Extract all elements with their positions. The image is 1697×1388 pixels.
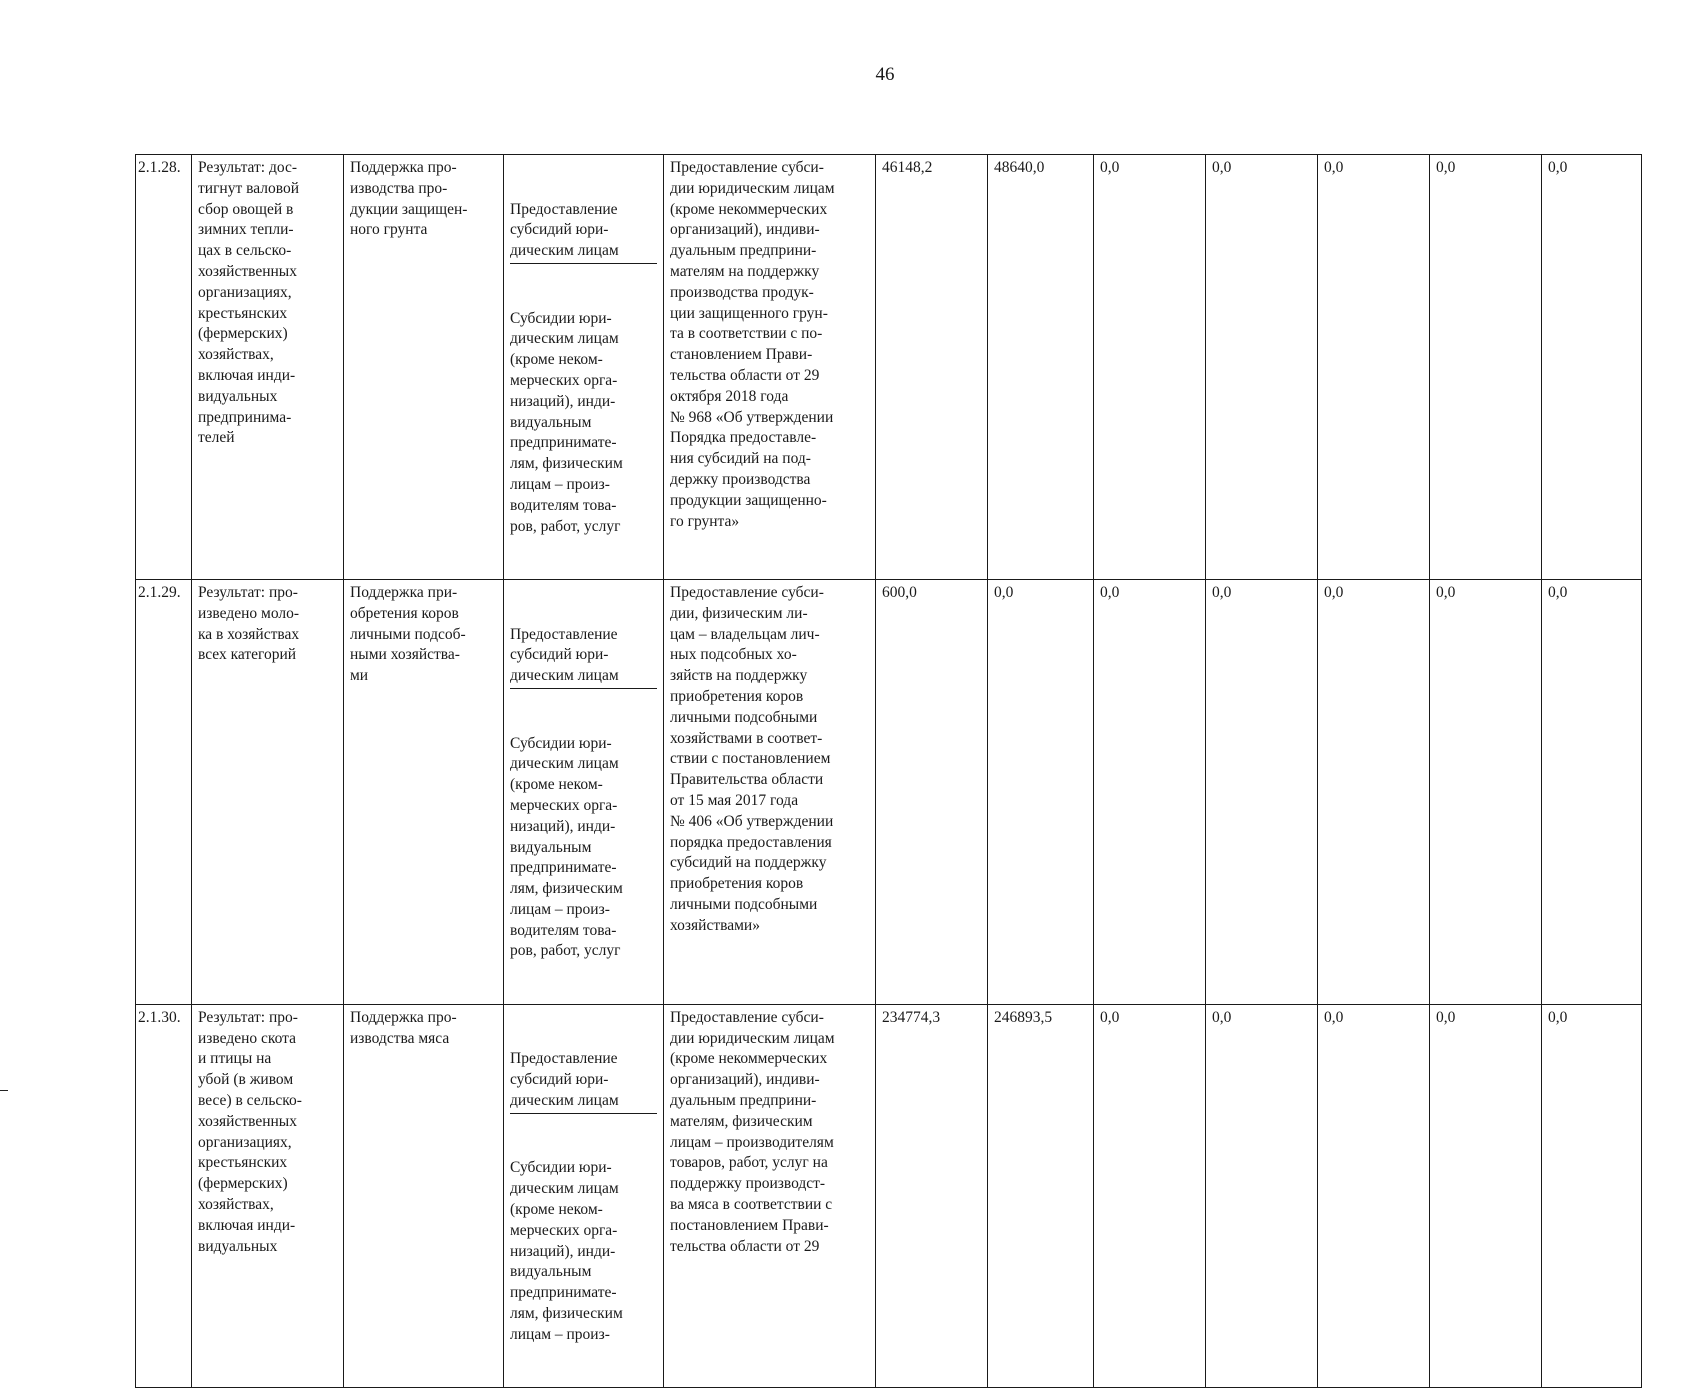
value-cell: 0,0 xyxy=(1094,579,1206,1004)
page-number: 46 xyxy=(875,64,895,85)
value-cell: 46148,2 xyxy=(876,155,988,580)
row-number: 2.1.29. xyxy=(136,579,192,1004)
description-cell: Предоставление субси- дии юридическим лицам (кроме некоммерческих организаций), индиви- дуальным предприни- мателям, физическим лицам – производителям товаров, работ, услуг на поддержку производст- ва мяса в соответствии с постановлением Прави- тельства области от 29 xyxy=(664,1004,876,1387)
subsidy-type-recipients: Субсидии юри- дическим лицам (кроме неком- мерческих орга- низаций), инди- видуальным предпринимате- лям, физическим лицам – произ- водителям това- ров, работ, услуг xyxy=(510,734,623,960)
subsidy-type-recipients: Субсидии юри- дическим лицам (кроме неком- мерческих орга- низаций), инди- видуальным предпринимате- лям, физическим лицам – произ- водителям това- ров, работ, услуг xyxy=(510,309,623,535)
subsidy-type-cell xyxy=(504,579,664,1004)
row-number: 2.1.30. xyxy=(136,1004,192,1387)
table-row xyxy=(136,579,1642,1004)
support-cell: Поддержка про- изводства мяса xyxy=(344,1004,504,1387)
subsidy-type-cell xyxy=(504,1004,664,1387)
subsidy-type-provision: Предоставление субсидий юри- дическим лицам xyxy=(510,200,657,264)
value-cell: 0,0 xyxy=(1430,155,1542,580)
value-cell: 0,0 xyxy=(1542,1004,1642,1387)
result-cell: Результат: про- изведено скота и птицы на убой (в живом весе) в сельско- хозяйственных организациях, крестьянских (фермерских) хозяйствах, включая инди- видуальных xyxy=(192,1004,344,1387)
value-cell: 246893,5 xyxy=(988,1004,1094,1387)
subsidy-type-provision: Предоставление субсидий юри- дическим лицам xyxy=(510,625,657,689)
value-cell: 0,0 xyxy=(1094,155,1206,580)
value-cell: 0,0 xyxy=(988,579,1094,1004)
result-cell: Результат: дос- тигнут валовой сбор овощей в зимних тепли- цах в сельско- хозяйственных организациях, крестьянских (фермерских) хозяйствах, включая инди- видуальных предпринима- телей xyxy=(192,155,344,580)
subsidy-type-recipients: Субсидии юри- дическим лицам (кроме неком- мерческих орга- низаций), инди- видуальным предпринимате- лям, физическим лицам – произ- xyxy=(510,1159,623,1343)
subsidy-table xyxy=(135,154,1642,1388)
row-number: 2.1.28. xyxy=(136,155,192,580)
value-cell: 0,0 xyxy=(1206,1004,1318,1387)
description-cell: Предоставление субси- дии юридическим лицам (кроме некоммерческих организаций), индиви- дуальным предприни- мателям на поддержку производства продук- ции защищенного грун- та в соответствии с по- становлением Прави- тельства области от 29 октября 2018 года № 968 «Об утверждении Порядка предоставле- ния субсидий на под- держку производства продукции защищенно- го грунта» xyxy=(664,155,876,580)
value-cell: 0,0 xyxy=(1318,1004,1430,1387)
value-cell: 0,0 xyxy=(1318,579,1430,1004)
margin-mark xyxy=(0,1090,8,1091)
support-cell: Поддержка при- обретения коров личными подсоб- ными хозяйства- ми xyxy=(344,579,504,1004)
table-row xyxy=(136,155,1642,580)
table-row xyxy=(136,1004,1642,1387)
value-cell: 0,0 xyxy=(1430,579,1542,1004)
value-cell: 0,0 xyxy=(1542,579,1642,1004)
value-cell: 0,0 xyxy=(1318,155,1430,580)
value-cell: 600,0 xyxy=(876,579,988,1004)
support-cell: Поддержка про- изводства про- дукции защищен- ного грунта xyxy=(344,155,504,580)
subsidy-type-provision: Предоставление субсидий юри- дическим лицам xyxy=(510,1049,657,1113)
description-cell: Предоставление субси- дии, физическим ли- цам – владельцам лич- ных подсобных хо- зяйств на поддержку приобретения коров личными подсобными хозяйствами в соответ- ствии с постановлением Правительства области от 15 мая 2017 года № 406 «Об утверждении порядка предоставления субсидий на поддержку приобретения коров личными подсобными хозяйствами» xyxy=(664,579,876,1004)
subsidy-type-cell xyxy=(504,155,664,580)
value-cell: 48640,0 xyxy=(988,155,1094,580)
value-cell: 0,0 xyxy=(1094,1004,1206,1387)
result-cell: Результат: про- изведено моло- ка в хозяйствах всех категорий xyxy=(192,579,344,1004)
value-cell: 0,0 xyxy=(1206,155,1318,580)
value-cell: 0,0 xyxy=(1430,1004,1542,1387)
value-cell: 0,0 xyxy=(1206,579,1318,1004)
value-cell: 234774,3 xyxy=(876,1004,988,1387)
value-cell: 0,0 xyxy=(1542,155,1642,580)
